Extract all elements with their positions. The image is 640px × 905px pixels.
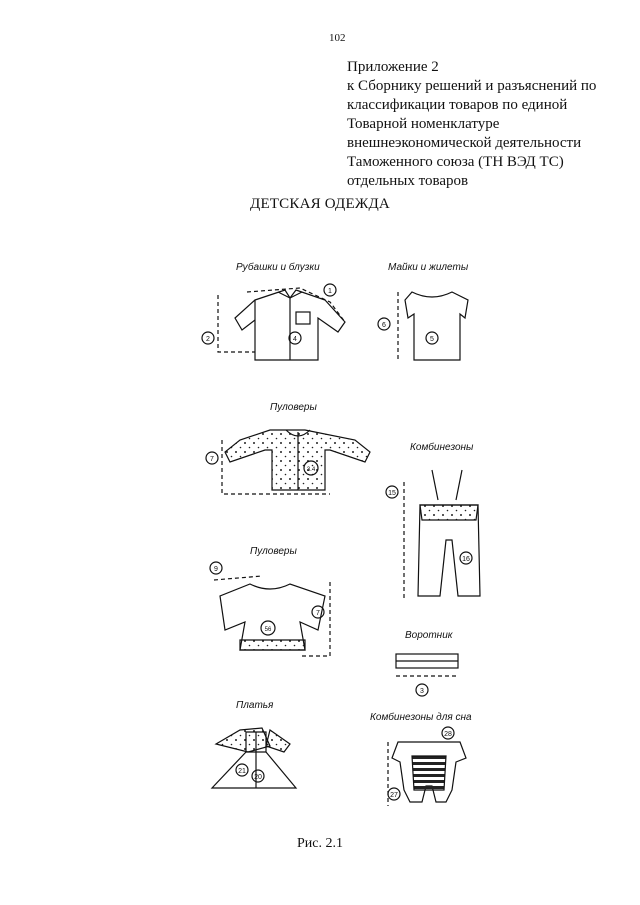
marker-pullover2-9 xyxy=(210,562,222,574)
appendix-line: Приложение 2 xyxy=(347,59,439,75)
marker-pullover-7-text: 7 xyxy=(210,456,214,463)
marker-pullover2-9-text: 9 xyxy=(214,566,218,573)
appendix-line: внешнеэкономической деятельности xyxy=(347,135,582,151)
marker-shirt-1-text: 1 xyxy=(328,288,332,295)
label-collar: Воротник xyxy=(405,630,453,641)
marker-collar-3 xyxy=(416,684,428,696)
marker-shirt-2 xyxy=(202,332,214,344)
marker-pullover2-7-text: 7 xyxy=(316,610,320,617)
marker-shirt-2-text: 2 xyxy=(206,336,210,343)
marker-shirt-4-text: 4 xyxy=(293,336,297,343)
marker-pullover2-56 xyxy=(261,621,275,635)
label-tanks: Майки и жилеты xyxy=(388,262,469,273)
marker-shirt-4 xyxy=(289,332,301,344)
marker-dress-20-text: 20 xyxy=(254,774,262,781)
label-pullover-1: Пуловеры xyxy=(270,402,317,413)
marker-sleepsuit-27 xyxy=(388,788,400,800)
marker-sleepsuit-27-text: 27 xyxy=(390,792,398,799)
marker-sleepsuit-28 xyxy=(442,727,454,739)
marker-tank-6-text: 6 xyxy=(382,322,386,329)
appendix-line: классификации товаров по единой xyxy=(347,97,568,113)
collar-drawing xyxy=(396,654,458,676)
figure-caption: Рис. 2.1 xyxy=(297,836,343,851)
marker-pullover-34-text: 3.4 xyxy=(306,467,316,473)
document-title: ДЕТСКАЯ ОДЕЖДА xyxy=(250,196,390,212)
pullover-1-drawing xyxy=(222,430,370,494)
marker-tank-6 xyxy=(378,318,390,330)
marker-overalls-16-text: 16 xyxy=(462,556,470,563)
marker-dress-21 xyxy=(236,764,248,776)
pullover-2-drawing xyxy=(214,576,330,656)
marker-dress-20 xyxy=(252,770,264,782)
page-number: 102 xyxy=(329,32,346,44)
marker-tank-5-text: 5 xyxy=(430,336,434,343)
appendix-line: к Сборнику решений и разъяснений по xyxy=(347,78,597,94)
marker-dress-21-text: 21 xyxy=(238,768,246,775)
appendix-line: отдельных товаров xyxy=(347,173,469,189)
tank-top-drawing xyxy=(398,292,468,362)
marker-tank-5 xyxy=(426,332,438,344)
marker-overalls-15-text: 15 xyxy=(388,490,396,497)
marker-pullover2-56-text: 56 xyxy=(264,627,272,633)
label-overalls: Комбинезоны xyxy=(410,442,474,453)
overalls-drawing xyxy=(404,470,480,600)
label-shirts: Рубашки и блузки xyxy=(236,262,320,273)
appendix-line: Таможенного союза (ТН ВЭД ТС) xyxy=(347,154,564,170)
marker-overalls-15 xyxy=(386,486,398,498)
marker-sleepsuit-28-text: 28 xyxy=(444,731,452,738)
marker-overalls-16 xyxy=(460,552,472,564)
label-pullover-2: Пуловеры xyxy=(250,546,297,557)
marker-shirt-1 xyxy=(324,284,336,296)
shirt-drawing xyxy=(218,288,345,360)
label-dress: Платья xyxy=(236,700,274,711)
marker-collar-3-text: 3 xyxy=(420,688,424,695)
label-sleepsuit: Комбинезоны для сна xyxy=(370,712,472,723)
appendix-line: Товарной номенклатуре xyxy=(347,116,500,132)
marker-pullover-7 xyxy=(206,452,218,464)
